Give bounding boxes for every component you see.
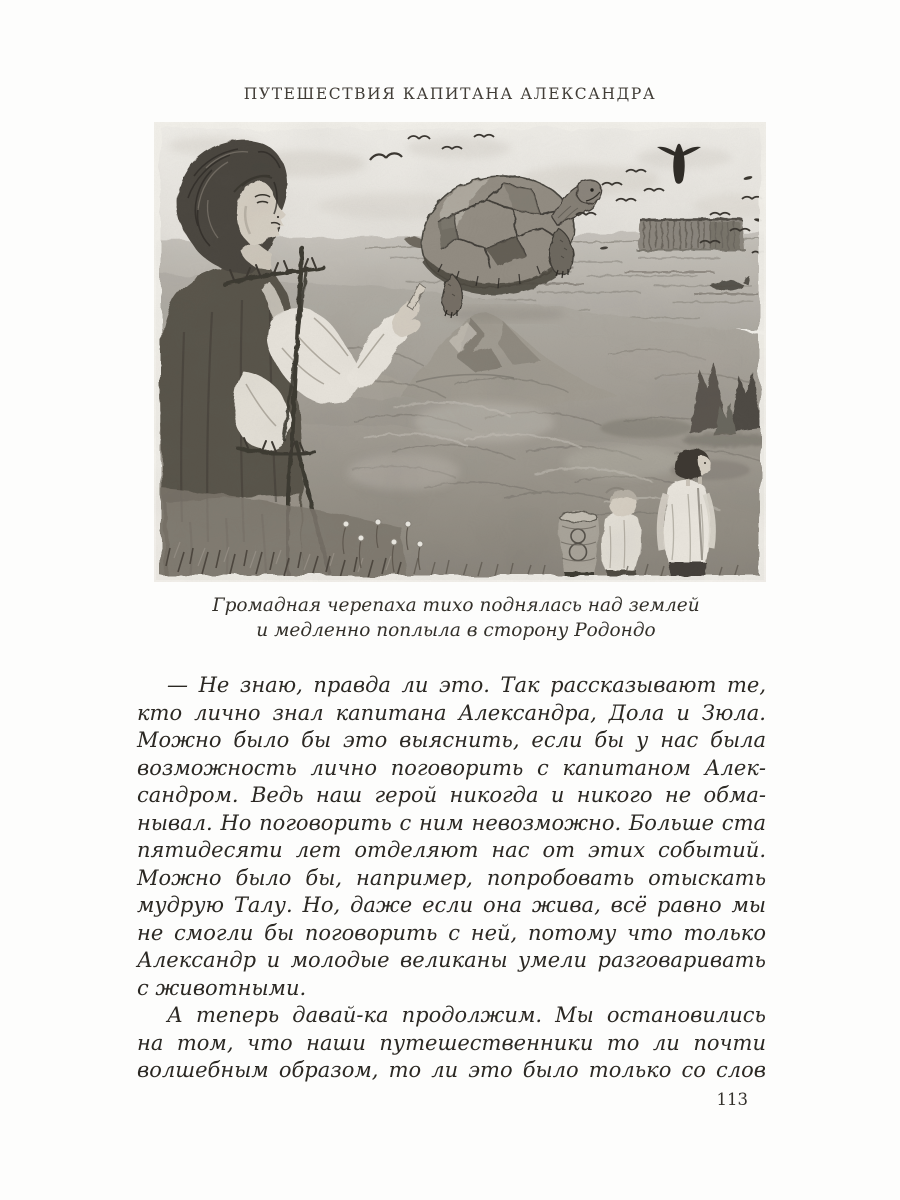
page-number: 113	[716, 1090, 748, 1109]
body-text	[137, 672, 766, 1085]
text-line: сандром. Ведь наш герой никогда и никого не обма-	[137, 783, 766, 807]
text-line: нывал. Но поговорить с ним невозможно. Больше ста	[137, 810, 766, 835]
text-line: Можно было бы это выяснить, если бы у нас была	[137, 728, 766, 752]
caption-line: Громадная черепаха тихо поднялась над землей	[212, 595, 700, 616]
text-line: с животными.	[137, 975, 307, 1000]
text-line: кто лично знал капитана Александра, Дола и Зюла.	[137, 700, 766, 725]
text-line: — Не знаю, правда ли это. Так рассказывают те,	[167, 673, 766, 697]
text-line: мудрую Талу. Но, даже если она жива, всё равно мы	[137, 893, 766, 917]
caption-line: и медленно поплыла в сторону Родондо	[256, 620, 656, 641]
illustration-image	[154, 122, 766, 582]
text-line: возможность лично поговорить с капитаном Алек-	[137, 755, 766, 780]
text-line: пятидесяти лет отделяют нас от этих событий.	[137, 838, 766, 862]
text-line: Можно было бы, например, попробовать отыскать	[137, 865, 766, 890]
grain-texture	[154, 122, 766, 582]
text-line: не смогли бы поговорить с ней, потому что только	[137, 920, 766, 945]
text-line: А теперь давай-ка продолжим. Мы остановились	[167, 1003, 766, 1027]
illustration	[154, 122, 766, 582]
text-line: волшебным образом, то ли это было только со слов	[137, 1058, 766, 1082]
text-line: на том, что наши путешественники то ли почти	[137, 1030, 766, 1055]
text-line: Александр и молодые великаны умели разговаривать	[137, 948, 766, 972]
illustration-caption	[150, 593, 762, 643]
running-head: ПУТЕШЕСТВИЯ КАПИТАНА АЛЕКСАНДРА	[243, 85, 657, 103]
